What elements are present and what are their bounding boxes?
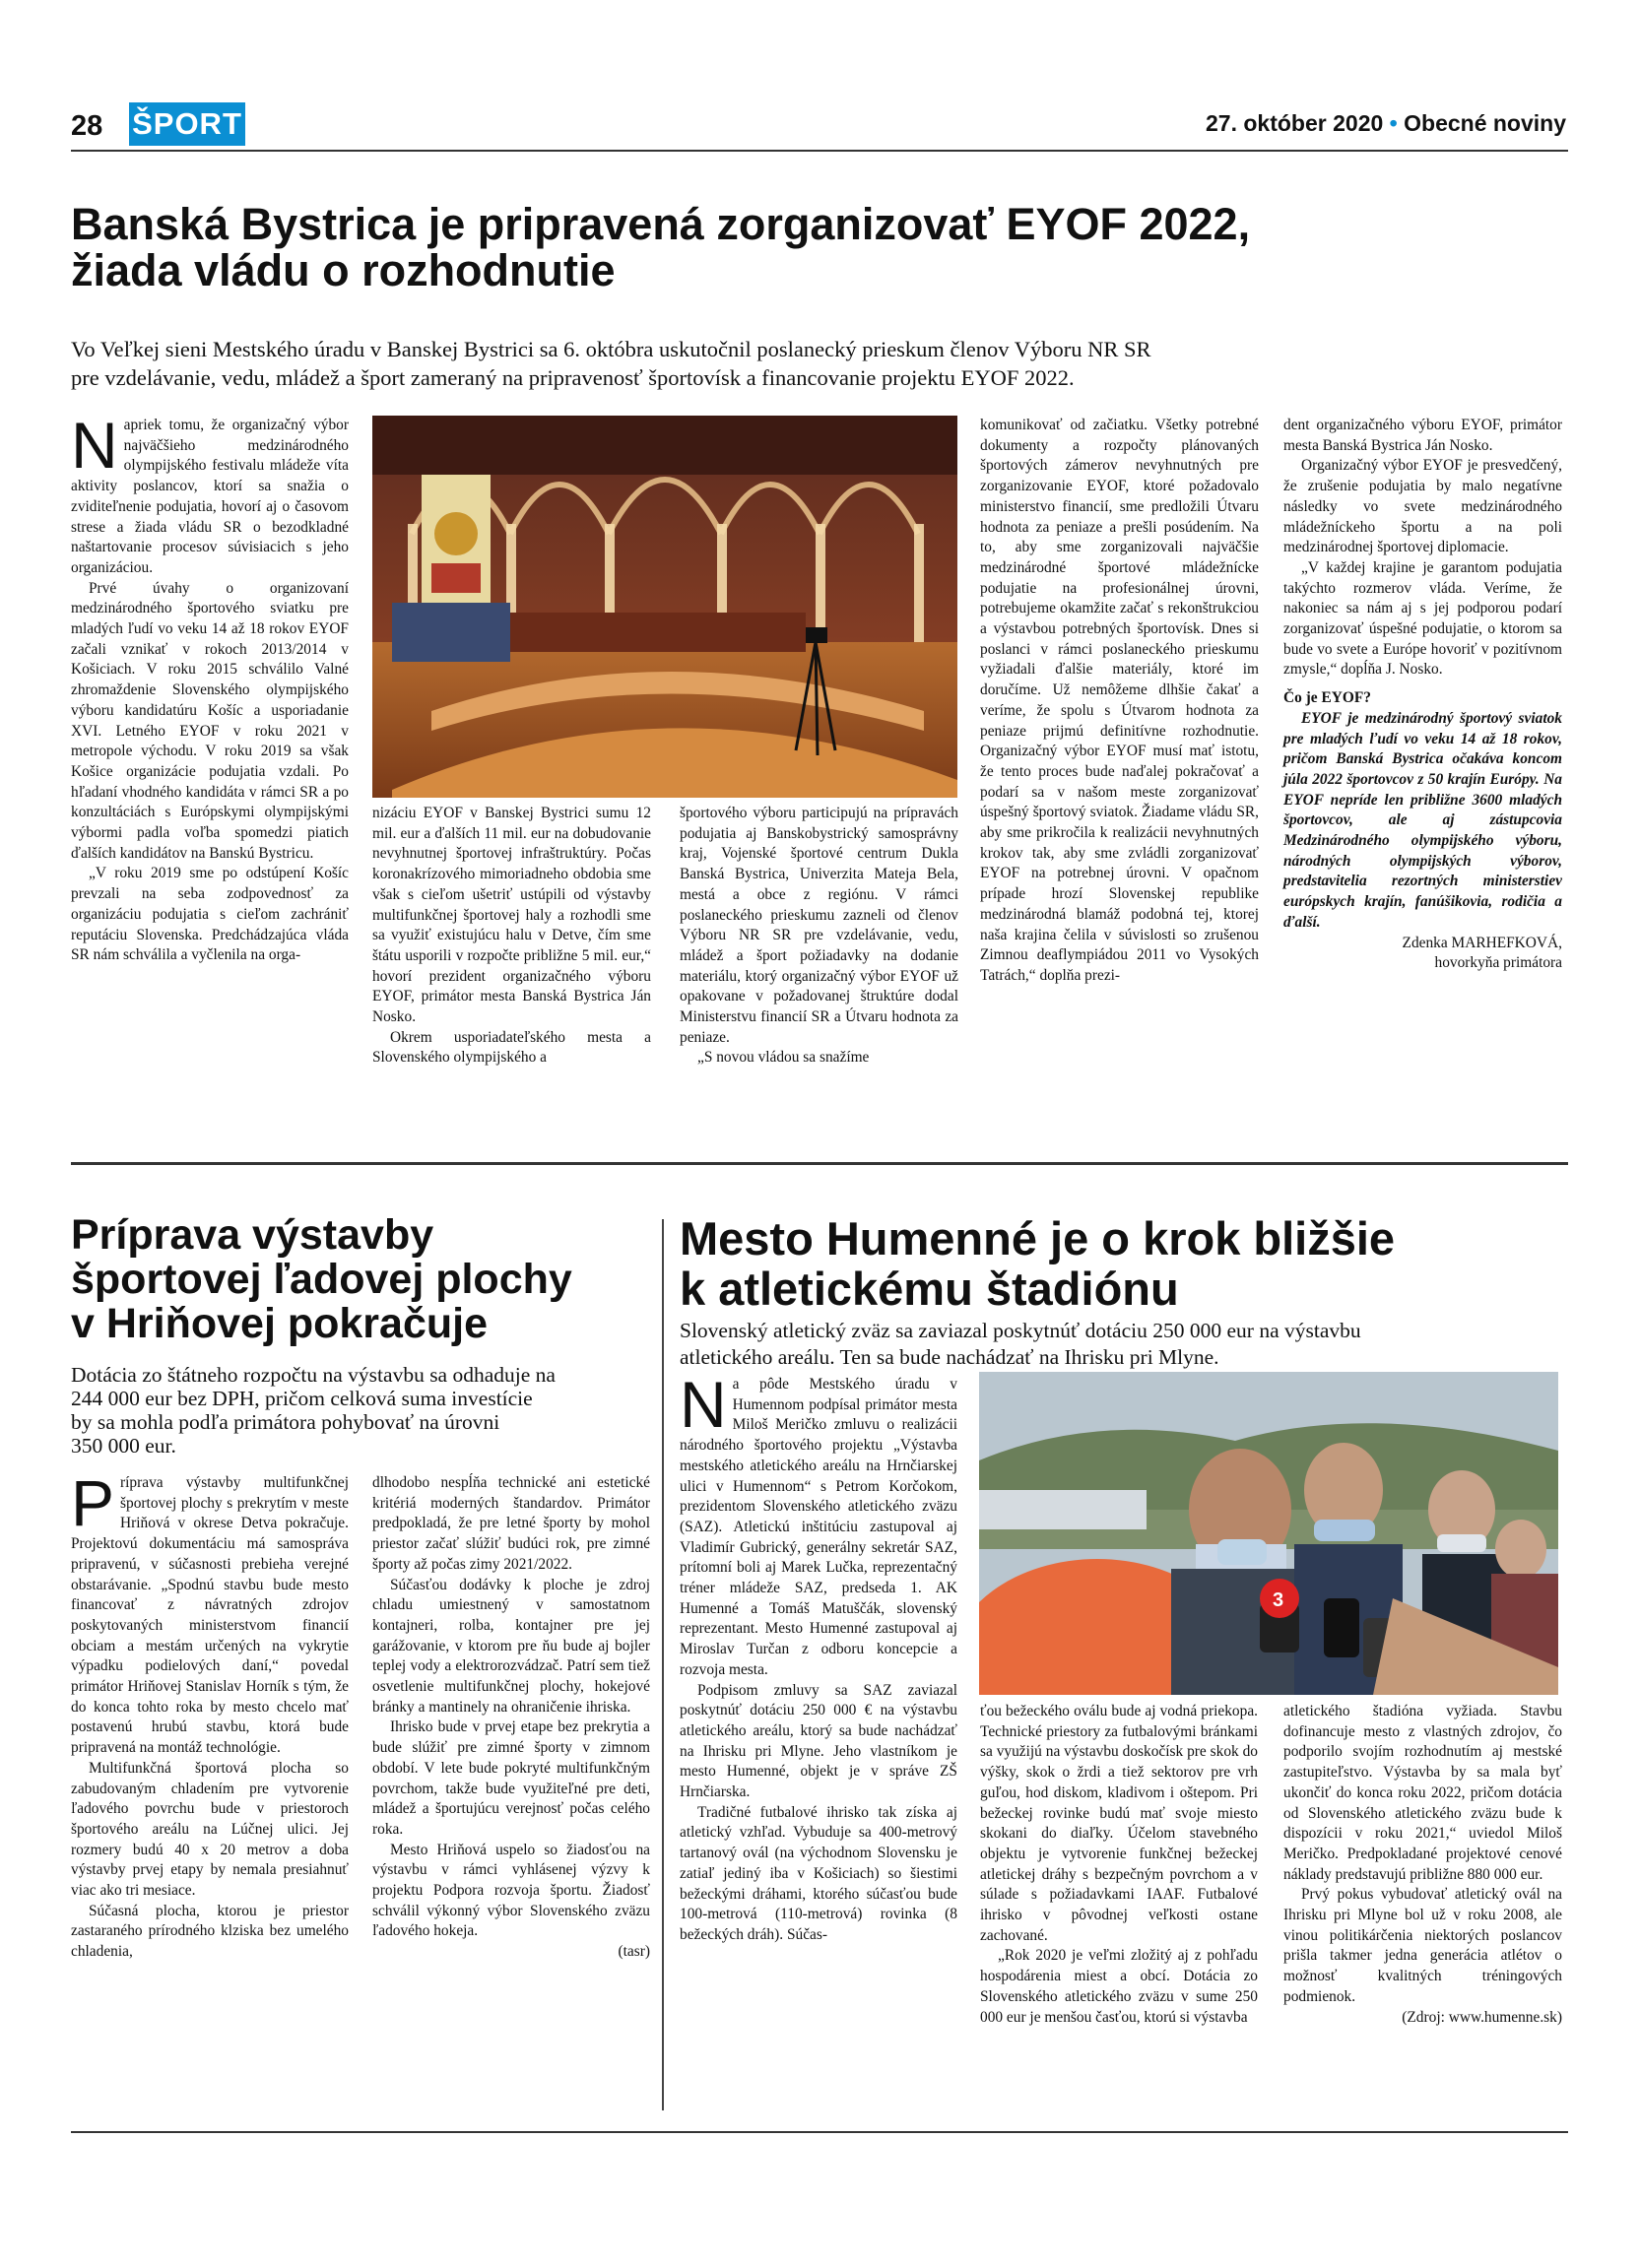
column-separator (662, 1219, 664, 2110)
article1-column-2 (372, 804, 651, 1069)
paragraph: Prvé úvahy o organizovaní medzinárodného športového sviatku pre mladých ľudí vo veku 14 až 18 rokov EYOF začali vznikať v rokoch 2013/2014 v Košiciach. V roku 2015 schválilo Valné zhromaždenie Slovenského olympijského výboru kandidatúru Košíc a usporiadanie XVI. Letného EYOF v roku 2021 v metropole východu. V roku 2019 sa však Košice organizácie podujatia vzdali. Po hľadaní vhodného kandidáta v rámci SR a po konzultáciách s Európskymi olympijskými výbormi padla voľba spomedzi piatich ďalších kandidátov na Banskú Bystricu. (71, 579, 349, 862)
paragraph: Multifunkčná športová plocha so zabudovaným chladením pre vytvorenie ľadového povrchu bude v priestoroch športového areálu na Lúčnej ulici. Jej rozmery budú 40 x 20 metrov a doba výstavby prvej etapy by nemala presiahnuť viac ako tri mesiace. (71, 1759, 349, 1900)
press-conference-illustration (979, 1372, 1558, 1695)
article1-lead (71, 335, 1578, 392)
info-box-title: Čo je EYOF? (1283, 689, 1371, 707)
article1-title-line2: žiada vládu o rozhodnutie (71, 245, 616, 296)
paragraph: Súčasná plocha, ktorou je priestor zastaraného prírodného klziska bez umelého chladenia, (71, 1902, 349, 1961)
article3-title-line1: Mesto Humenné je o krok bližšie (680, 1212, 1396, 1264)
article1-column-3 (680, 804, 958, 1069)
paragraph: ríprava výstavby multifunkčnej športovej plochy s prekrytím v meste Hriňová v okrese Detva pokračuje. Projektovú dokumentáciu má samospráva pripravenú, v súčasnosti prebieha verejné obstarávanie. „Spodnú stavbu bude mesto financovať z návratných zdrojov poskytovaných ministerstvom financií obciam a mestám určených na vykrytie výpadku podielových daní,“ povedal primátor Hriňovej Stanislav Horník s tým, že do konca tohto roka by mesto chcelo mať postavenú hrubú stavbu, ktorá bude pripravená na montáž technológie. (71, 1474, 349, 1757)
article2-lead (71, 1363, 652, 1458)
council-hall-photo (372, 416, 957, 798)
paragraph: „Rok 2020 je veľmi zložitý aj z pohľadu hospodárenia miest a obcí. Dotácia zo Slovenského atletického zväzu v sume 250 000 eur je menšou časťou, ktorú si výstavba (980, 1947, 1258, 2026)
paragraph: Mesto Hriňová uspelo so žiadosťou na výstavbu v rámci vyhlásenej výzvy k projektu Podpora rozvoja športu. Žiadosť schválil výkonný výbor Slovenského zväzu ľadového hokeja. (372, 1841, 650, 1940)
paragraph: dent organizačného výboru EYOF, primátor mesta Banská Bystrica Ján Nosko. (1283, 417, 1562, 454)
article3-lead-line2: atletického areálu. Ten sa bude nachádzať na Ihrisku pri Mlyne. (680, 1345, 1219, 1369)
council-hall-illustration (372, 416, 957, 798)
paragraph: Okrem usporiadateľského mesta a Slovenského olympijského a (372, 1028, 651, 1067)
article-separator (71, 1162, 1568, 1165)
article2-title-line3: v Hriňovej pokračuje (71, 1300, 488, 1347)
paragraph: Tradičné futbalové ihrisko tak získa aj atletický vzhľad. Vybuduje sa 400-metrový tartanový ovál (na východnom Slovensku je zatiaľ jediný iba v Košiciach) so šiestimi bežeckými dráhami, ktorého súčasťou bude 100-metrová (110-metrová) rovinka (8 bežeckých dráh). Súčas- (680, 1803, 957, 1943)
paragraph: apriek tomu, že organizačný výbor najväčšieho medzinárodného olympijského festivalu mládeže víta aktivity poslancov, ktorí sa snažia o zviditeľnenie podujatia, hovorí aj o časovom strese a žiada vládu SR o bezodkladné naštartovanie procesov súvisiacich s jeho organizáciou. (71, 417, 349, 576)
paragraph: Ihrisko bude v prvej etape bez prekrytia a bude slúžiť pre zimné športy v zimnom období. V lete bude pokryté multifunkčným povrchom, takže bude využiteľné pre deti, mládež a športujúcu verejnosť počas celého roka. (372, 1718, 650, 1838)
article3-lead-line1: Slovenský atletický zväz sa zaviazal poskytnúť dotáciu 250 000 eur na výstavbu (680, 1319, 1361, 1342)
article2-lead-line1: Dotácia zo štátneho rozpočtu na výstavbu sa odhaduje na (71, 1363, 556, 1387)
paragraph: komunikovať od začiatku. Všetky potrebné dokumenty a rozpočty plánovaných športových zámerov nevyhnutných pre zorganizovanie EYOF, ktoré požadovalo ministerstvo financií, sme predložili Útvaru hodnota za peniaze a prešli posúdením. Na to, aby sme zorganizovali najväčšie medzinárodné športové mládežnícke podujatie na profesionálnej úrovni, potrebujeme okamžite začať s rekonštrukciou a výstavbou potrebných športovísk. Dnes si poslanci v rámci poslaneckého prieskumu vyžiadali ďalšie materiály, ktoré im doručíme. Už nemôžeme dlhšie čakať a veríme, že spolu s Útvarom hodnota za peniaze prijmú definitívne rozhodnutie. Organizačný výbor EYOF musí mať istotu, že tento proces bude naďalej pokračovať a podarí sa v našom meste zorganizovať úspešný športový sviatok. Žiadame vládu SR, aby sme prikročila k realizácii nevyhnutných krokov tak, aby sme zvládli zorganizovať EYOF na potrebnej úrovni. V opačnom prípade hrozí Slovenskej republike medzinárodná blamáž podobná tej, ktorej naša krajina čelila v súvislosti so zrušenou Zimnou deaflympiádou 2011 vo Vysokých Tatrách,“ doplňa prezi- (980, 417, 1259, 984)
dropcap: P (71, 1466, 115, 1539)
paragraph: a pôde Mestského úradu v Humennom podpísal primátor mesta Miloš Meričko zmluvu o realizácii národného športového projektu „Výstavba mestského atletického areálu na Hrnčiarskej ulici v Humennom“ s Petrom Korčokom, prezidentom Slovenského atletického zväzu (SAZ). Atletickú inštitúciu zastupoval aj Vladimír Gubrický, generálny sekretár SAZ, prítomní boli aj Marek Lučka, reprezentačný tréner mládeže SAZ, predseda 1. AK Humenné a Tomáš Matuščák, slovenský reprezentant. Mesto Humenné zastupoval aj Miroslav Turčan z odboru koncepcie a rozvoja mesta. (680, 1376, 957, 1678)
article1-column-5 (1283, 416, 1562, 974)
article3-column-3 (1283, 1702, 1562, 2028)
paragraph: športového výboru participujú na prípravách podujatia aj Banskobystrický samosprávny kraj, Vojenské športové centrum Dukla Banská Bystrica, Univerzita Mateja Bela, mestá a obce z regiónu. V rámci poslaneckého prieskumu zazneli od členov Výboru NR SR pre vzdelávanie, vedu, mládež a šport požiadavky na dodanie materiálu, ktorý organizačný výbor EYOF už opakovane v požadovanej štruktúre dodal Ministerstvu financií SR a Útvaru hodnota za peniaze. (680, 805, 958, 1046)
author-name: Zdenka MARHEFKOVÁ, (1402, 934, 1562, 951)
source-signature: (tasr) (618, 1943, 650, 1961)
article2-title-line2: športovej ľadovej plochy (71, 1256, 572, 1303)
footer-rule (71, 2131, 1568, 2133)
section-label: ŠPORT (129, 102, 245, 146)
article3-column-1 (680, 1368, 957, 1946)
paragraph: Prvý pokus vybudovať atletický ovál na Ihrisku pri Mlyne bol už v roku 2008, ale vinou politikárčenia niektorých poslancov prišla takmer jedna generácia atlétov o možnosť kvalitných tréningových podmienok. (1283, 1886, 1562, 2005)
info-box-text: EYOF je medzinárodný športový sviatok pre mladých ľudí vo veku 14 až 18 rokov, pričom Banská Bystrica očakáva koncom júla 2022 športovcov z 50 krajín Európy. Na EYOF nepríde len približne 3600 mladých športovcov, ale aj zástupcovia Medzinárodného olympijského výboru, národných olympijských výborov, predstavitelia rezortných ministerstiev európskych krajín, fanúšikovia, rodičia a ďalší. (1283, 709, 1562, 931)
article2-title (71, 1213, 652, 1346)
paragraph: „V roku 2019 sme po odstúpení Košíc prevzali na seba zodpovednosť za organizáciu podujatia s cieľom zachrániť reputáciu Slovenska. Predchádzajúca vláda SR nám schválila a vyčlenila na orga- (71, 865, 349, 964)
article2-column-2 (372, 1473, 650, 1963)
dropcap: N (680, 1368, 727, 1441)
article3-title (680, 1213, 1566, 1314)
article2-column-1 (71, 1466, 349, 1963)
article2-title-line1: Príprava výstavby (71, 1211, 434, 1259)
paragraph: Podpisom zmluvy sa SAZ zaviazal poskytnúť dotáciu 250 000 € na výstavbu atletického areálu, ktorý sa bude nachádzať na Ihrisku pri Mlyne. Jeho vlastníkom je mesto Humenné, objekt je v správe ZŠ Hrnčiarska. (680, 1681, 957, 1801)
masthead-date-paper (985, 110, 1566, 137)
article1-column-1 (71, 409, 349, 966)
press-conference-photo (979, 1372, 1558, 1695)
microphone-logo-number: 3 (1273, 1589, 1284, 1611)
paragraph: atletického štadióna vyžiada. Stavbu dofinancuje mesto z vlastných zdrojov, čo podporilo svojím rozhodnutím aj mestské zastupiteľstvo. Výstavba by sa mala byť ukončiť do konca roku 2022, pričom dotácia od Slovenského atletického zväzu bude k dispozícii v roku 2021,“ uviedol Miloš Meričko. Predpokladané projektové cenové náklady predstavujú približne 880 000 eur. (1283, 1703, 1562, 1883)
paragraph: ťou bežeckého oválu bude aj vodná priekopa. Technické priestory za futbalovými bránkami sa využijú na výstavbu doskočísk pre skok do výšky, skok o žrdi a tiež sektorov pre vrh guľou, hod diskom, kladivom i oštepom. Pri bežeckej rovinke budú mať svoje miesto skokani do diaľky. Účelom stavebného objektu je vytvorenie funkčnej bežeckej atletickej dráhy s bezpečným povrchom a v súlade s požiadavkami IAAF. Futbalové ihrisko v pôvodnej veľkosti ostane zachované. (980, 1703, 1258, 1944)
paragraph: Súčasťou dodávky k ploche je zdroj chladu umiestnený v samostatnom kontajneri, rolba, kontajner pre jej garážovanie, v ktorom pre ňu bude aj bojler teplej vody a elektrorozvádzač. Patrí sem tiež osvetlenie multifunkčnej plochy, hokejové bránky a mantinely na ohraničenie ihriska. (372, 1576, 650, 1716)
article2-lead-line3: by sa mohla podľa primátora pohybovať na úrovni (71, 1410, 500, 1434)
article3-title-line2: k atletickému štadiónu (680, 1263, 1179, 1315)
paragraph: „S novou vládou sa snažíme (697, 1049, 870, 1067)
header-rule (71, 150, 1568, 152)
article1-column-4 (980, 416, 1259, 987)
article1-lead-line2: pre vzdelávanie, vedu, mládež a šport zameraný na pripravenosť športovísk a financovanie projektu EYOF 2022. (71, 365, 1075, 390)
article3-column-2 (980, 1702, 1258, 2028)
article1-lead-line1: Vo Veľkej sieni Mestského úradu v Banskej Bystrici sa 6. októbra uskutočnil poslanecký prieskum členov Výboru NR SR (71, 337, 1151, 361)
source-signature: (Zdroj: www.humenne.sk) (1402, 2008, 1562, 2026)
article1-title (71, 201, 1578, 294)
paragraph: nizáciu EYOF v Banskej Bystrici sumu 12 mil. eur a ďalších 11 mil. eur na dobudovanie nevyhnutnej športovej infraštruktúry. Počas koronakrízového mimoriadneho obdobia sme však s cieľom ušetriť ustúpili od výstavby multifunkčnej športovej haly a rozhodli sme sa využiť existujúcu halu v Detve, čím sme štátu usporili v rozpočte približne 5 mil. eur,“ hovorí prezident organizačného výboru EYOF, primátor mesta Banská Bystrica Ján Nosko. (372, 805, 651, 1026)
article3-lead (680, 1318, 1566, 1371)
article2-lead-line4: 350 000 eur. (71, 1434, 176, 1458)
paper-name: Obecné noviny (1404, 110, 1566, 136)
author-role: hovorkyňa primátora (1434, 954, 1562, 972)
paragraph: „V každej krajine je garantom podujatia takýchto rozmerov vláda. Veríme, že nakoniec sa nám aj s jej podporou podarí zorganizovať úspešné podujatie, o ktorom sa bude vo svete a Európe hovoriť v pozitívnom zmysle,“ dopĺňa J. Nosko. (1283, 558, 1562, 679)
paragraph: Organizačný výbor EYOF je presvedčený, že zrušenie podujatia by malo negatívne následky vo svete medzinárodného mládežníckeho športu a na poli medzinárodnej športovej diplomacie. (1283, 457, 1562, 556)
dropcap: N (71, 409, 118, 482)
issue-date: 27. október 2020 (1206, 110, 1384, 136)
article1-title-line1: Banská Bystrica je pripravená zorganizovať EYOF 2022, (71, 199, 1251, 249)
paragraph: dlhodobo nespĺňa technické ani estetické kritériá moderných štandardov. Primátor predpokladá, že pre letné športy by mohol priestor začať slúžiť budúci rok, pre zimné športy až počas zimy 2021/2022. (372, 1474, 650, 1573)
article2-lead-line2: 244 000 eur bez DPH, pričom celková suma investície (71, 1387, 533, 1410)
separator-dot: • (1389, 110, 1398, 136)
page-number: 28 (71, 110, 103, 142)
